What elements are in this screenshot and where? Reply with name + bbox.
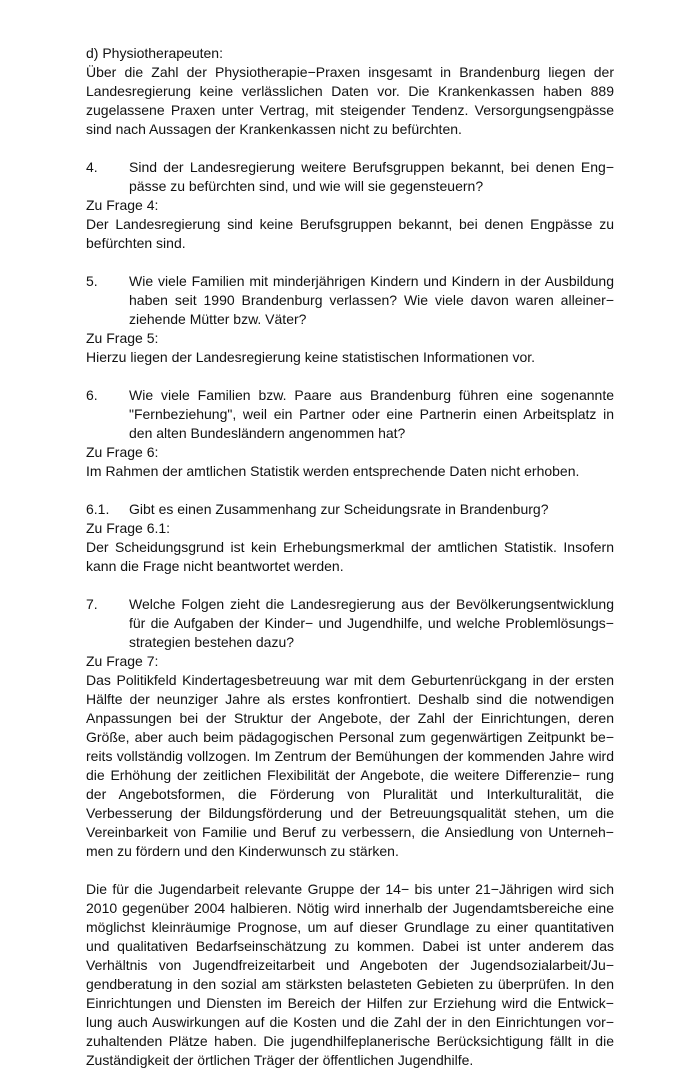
answer-text: Im Rahmen der amtlichen Statistik werden entsprechende Daten nicht erhoben. [86,463,580,479]
answer-label: Zu Frage 6.1: [86,520,171,536]
question-text: Wie viele Familien bzw. Paare aus Brandenburg führen eine sogenannte "Fernbeziehung", weil ein Partner oder eine Partnerin einen Arbeitsplatz in den alten Bundesländern angenommen hat? [129,387,614,441]
answer-label: Zu Frage 6: [86,444,159,460]
question-6 [86,386,614,443]
question-5 [86,272,614,329]
question-text: Sind der Landesregierung weitere Berufsgruppen bekannt, bei denen Eng− pässe zu befürchten sind, und wie will sie gegensteuern? [129,159,614,194]
question-4 [86,158,614,196]
spacer [86,481,614,500]
answer-text: Der Scheidungsgrund ist kein Erhebungsmerkmal der amtlichen Statistik. Insofern kann die Frage nicht beantwortet werden. [86,539,614,574]
physio-heading: d) Physiotherapeuten: [86,45,223,61]
spacer [86,861,614,880]
answer-label: Zu Frage 4: [86,197,159,213]
question-number: 5. [86,273,98,289]
spacer [86,576,614,595]
spacer [86,253,614,272]
answer-label: Zu Frage 5: [86,330,159,346]
spacer [86,367,614,386]
answer-label: Zu Frage 7: [86,653,159,669]
question-text: Wie viele Familien mit minderjährigen Kindern und Kindern in der Ausbildung haben seit 1990 Brandenburg verlassen? Wie viele davon waren alleiner− ziehende Mütter bzw. Väter? [129,273,614,327]
document-page [86,44,614,1070]
physio-text: Über die Zahl der Physiotherapie−Praxen insgesamt in Brandenburg liegen der Landesregierung keine verlässlichen Daten vor. Die Krankenkassen haben 889 zugelassene Praxen unter Vertrag, mit steigender Tendenz. Versorgungsengpässe sind nach Aussagen der Krankenkassen nicht zu befürchten. [86,64,614,137]
answer-paragraph-1: Das Politikfeld Kindertagesbetreuung war mit dem Geburtenrückgang in der ersten Hälfte der neunziger Jahre als erstes konfrontiert. Deshalb sind die notwendigen Anpassungen bei der Struktur der Angebote, der Zahl der Einrichtungen, deren Größe, aber auch beim pädagogischen Personal zum gegenwärtigen Zeitpunkt be− reits vollständig vollzogen. Im Zentrum der Bemühungen der kommenden Jahre wird die Erhöhung der zeitlichen Flexibilität der Angebote, die weitere Differenzie− rung der Angebotsformen, die Förderung von Pluralität und Interkulturalität, die Verbesserung der Bildungsförderung und der Betreuungsqualität stehen, um die Vereinbarkeit von Familie und Beruf zu verbessern, die Ansiedlung von Unterneh− men zu fördern und den Kinderwunsch zu stärken. [86,672,614,859]
question-number: 6. [86,387,98,403]
answer-paragraph-2: Die für die Jugendarbeit relevante Gruppe der 14− bis unter 21−Jährigen wird sich 2010 gegenüber 2004 halbieren. Nötig wird innerhalb der Jugendamtsbereiche eine möglichst kleinräumige Prognose, um auf dieser Grundlage zu einer quantitativen und qualitativen Bedarfseinschätzung zu kommen. Dabei ist unter anderem das Verhältnis von Jugendfreizeitarbeit und Angeboten der Jugendsozialarbeit/Ju− gendberatung in den sozial am stärksten belasteten Gebieten zu überprüfen. In den Einrichtungen und Diensten im Bereich der Hilfen zur Erziehung wird die Entwick− lung auch Auswirkungen auf die Kosten und die Zahl der in den Einrichtungen vor− zuhaltenden Plätze haben. Die jugendhilfeplanerische Berücksichtigung fällt in die Zuständigkeit der örtlichen Träger der öffentlichen Jugendhilfe. [86,881,614,1068]
question-6-1 [86,500,614,519]
spacer [86,139,614,158]
question-number: 6.1. [86,501,110,517]
question-text: Welche Folgen zieht die Landesregierung aus der Bevölkerungsentwicklung für die Aufgaben der Kinder− und Jugendhilfe, und welche Problemlösungs− strategien bestehen dazu? [129,596,614,650]
answer-text: Der Landesregierung sind keine Berufsgruppen bekannt, bei denen Engpässe zu befürchten sind. [86,216,614,251]
question-number: 4. [86,159,98,175]
question-7 [86,595,614,652]
question-number: 7. [86,596,98,612]
question-text: Gibt es einen Zusammenhang zur Scheidungsrate in Brandenburg? [129,501,549,517]
answer-text: Hierzu liegen der Landesregierung keine statistischen Informationen vor. [86,349,536,365]
